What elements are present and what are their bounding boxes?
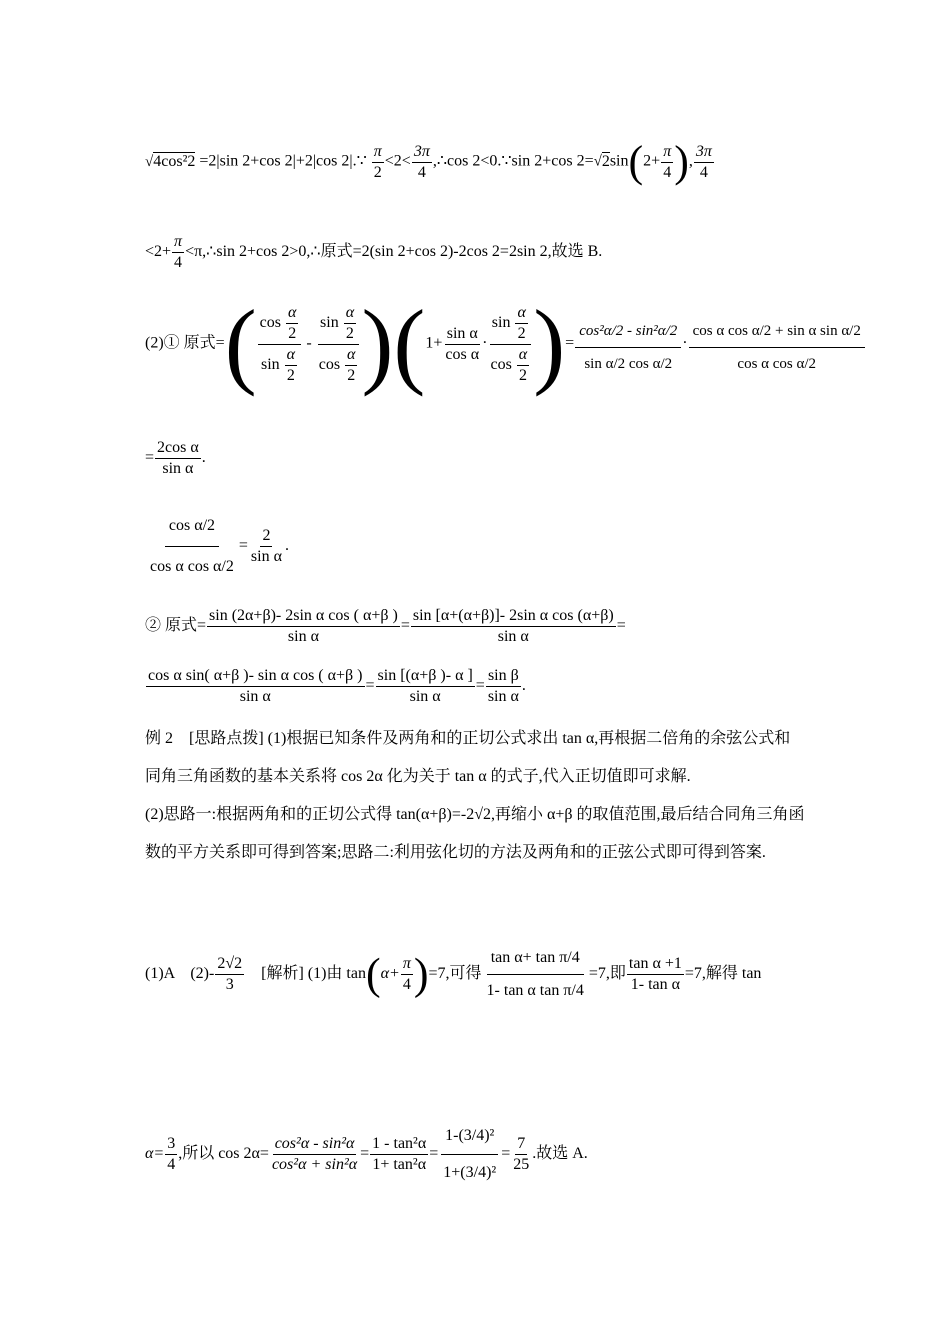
- fraction: sin $\frac{\alpha}{2}$ cos $\frac{\alpha}{2}$: [488, 303, 532, 386]
- text: =7,即: [588, 965, 626, 983]
- fraction: $\frac{\text{2cos α}}{\text{sin α}}$: [157, 439, 199, 477]
- text: ,所以 cos 2α=: [178, 1145, 269, 1163]
- text: α=: [145, 1145, 165, 1163]
- line-6: ② 原式= $\frac{\text{sin (2α+β)- 2sin α cos ( α+β )}}{\text{sin α}}$ = $\frac{\text{sin [α+(α+β)]- 2sin α cos (α+β)}}{\text{sin α}}$ =: [145, 607, 626, 645]
- paren-left: (: [628, 137, 644, 186]
- text: <2+: [145, 243, 172, 261]
- text: =7,解得 tan: [684, 965, 762, 983]
- fraction: $\frac{\text{1-(3/4)²}}{\text{1+(3/4)²}}$: [439, 1112, 500, 1197]
- fraction: $\frac{\pi}{2}$: [373, 142, 382, 181]
- line-5: $\frac{\text{cos α/2}}{\text{cos α cos α/2}}$ = $\frac{2}{\text{sin α}}$ .: [145, 506, 289, 587]
- text: sin: [609, 152, 629, 170]
- example-2-hint-1: 例 2 [思路点拨] (1)根据已知条件及两角和的正切公式求出 tan α,再根据二倍角的余弦公式和同角三角函数的基本关系将 cos 2α 化为关于 tan α 的式子,代入正切值即可求解.: [145, 730, 791, 785]
- fraction: $\frac{\text{1 - tan²α}}{\text{1+ tan²α}}$: [372, 1135, 427, 1173]
- fraction: $\frac{2}{\text{sin α}}$: [250, 527, 282, 565]
- fraction: $\frac{\text{cos α sin( α+β )- sin α cos ( α+β )}}{\text{sin α}}$: [148, 667, 363, 705]
- answer-line: [145, 936, 761, 1013]
- fraction: $\frac{\pi}{4}$: [663, 142, 672, 181]
- text: α+: [380, 965, 400, 983]
- fraction: sin $\frac{\alpha}{2}$ cos $\frac{\alpha}{2}$: [317, 303, 361, 386]
- paren-left: (: [224, 290, 257, 397]
- text: (2)① 原式=: [145, 334, 225, 352]
- fraction: $\frac{\text{tan α +1}}{\text{1- tan α}}$: [628, 955, 682, 993]
- paren-left: (: [393, 290, 426, 397]
- text: =7,可得: [428, 965, 482, 983]
- text: [解析] (1)由 tan: [245, 965, 366, 983]
- fraction: $\frac{\text{sin [α+(α+β)]- 2sin α cos (α+β)}}{\text{sin α}}$: [412, 607, 614, 645]
- sqrt-expr: √4cos²2: [145, 152, 196, 170]
- text: 2: [601, 152, 610, 170]
- fraction: $\frac{3}{4}$: [167, 1135, 176, 1173]
- num: cos $\frac{\alpha}{2}$: [258, 303, 302, 345]
- fraction: $\frac{2√2}{3}$: [217, 955, 243, 993]
- fraction: $\frac{\text{cos²α - sin²α}}{\text{cos²α + sin²α}}$: [271, 1135, 358, 1173]
- text: =2|sin 2+cos 2|+2|cos 2|.∵: [199, 152, 367, 170]
- text: 2+: [643, 152, 661, 170]
- example-2-hint-2: (2)思路一:根据两角和的正切公式得 tan(α+β)=-2√2,再缩小 α+β 的取值范围,最后结合同角三角函数的平方关系即可得到答案;思路二:利用弦化切的方法及两角和的正弦公式即可得到答案.: [145, 806, 805, 861]
- fraction: $\frac{\pi}{4}$: [402, 955, 411, 993]
- line-1: √4cos²2 =2|sin 2+cos 2|+2|cos 2|.∵ $\frac{\pi}{2}$ <2< $\frac{3\pi}{4}$ ,∴cos 2<0.∵sin 2+cos 2=√2sin(2+ $\frac{\pi}{4}$ ), $\frac{3\pi}{4}$: [145, 137, 712, 186]
- fraction: [258, 303, 302, 386]
- fraction: $\frac{\text{sin α}}{\text{cos α}}$: [445, 324, 480, 363]
- fraction: $\frac{\text{sin β}}{\text{sin α}}$: [487, 667, 519, 705]
- paren-right: ): [361, 290, 394, 397]
- fraction: $\frac{7}{25}$: [513, 1135, 530, 1173]
- line-7: $\frac{\text{cos α sin( α+β )- sin α cos ( α+β )}}{\text{sin α}}$ = $\frac{\sin [(\alpha+\beta )- \alpha ]}{\text{sin α}}$ = $\frac{\text{sin β}}{\text{sin α}}$ .: [148, 667, 526, 705]
- fraction: $\frac{\text{sin (2α+β)- 2sin α cos ( α+β )}}{\text{sin α}}$: [209, 607, 398, 645]
- line-4: = $\frac{\text{2cos α}}{\text{sin α}}$ .: [145, 439, 206, 477]
- paren-left: (: [365, 949, 381, 999]
- paren-right: ): [533, 290, 566, 397]
- fraction: $\frac{\text{cos²α/2 - sin²α/2}}{\text{sin α/2 cos α/2}}$: [575, 309, 681, 380]
- paren-right: ): [413, 949, 429, 999]
- sqrt-sign: √: [593, 153, 602, 170]
- fraction: $\frac{3\pi}{4}$: [695, 142, 712, 181]
- line-3: (2)① 原式=( cos $\frac{\alpha}{2}$ sin $\frac{\alpha}{2}$ - sin $\frac{\alpha}{2}$ cos $\frac{\alpha}{2}$ )(1+ $\frac{\text{sin α}}{\text{cos α}}$ · sin $\frac{\alpha}{2}$ cos $\frac{\alpha}{2}$ )= $\frac{\text{cos²α/2 - sin²α/2}}{\text{sin α/2 cos α/2}}$ · $\frac{\text{cos α cos α/2 + sin α sin α/2}}{\text{cos α cos α/2}}$: [145, 296, 866, 392]
- den: sin $\frac{\alpha}{2}$: [260, 345, 296, 384]
- text: ,∴cos 2<0.∵sin 2+cos 2=: [432, 152, 594, 170]
- text: ② 原式=: [145, 617, 207, 635]
- paren-right: ): [674, 137, 689, 186]
- text: <2<: [384, 152, 411, 170]
- fraction: $\frac{3\pi}{4}$: [413, 142, 430, 181]
- text: 1+: [425, 334, 443, 352]
- fraction: $\frac{\text{cos α/2}}{\text{cos α cos α/2}}$: [146, 506, 238, 587]
- line-2: [145, 232, 602, 273]
- final-line: α= $\frac{3}{4}$ ,所以 cos 2α= $\frac{\text{cos²α - sin²α}}{\text{cos²α + sin²α}}$ = $\frac{\text{1 - tan²α}}{\text{1+ tan²α}}$ = $\frac{\text{1-(3/4)²}}{\text{1+(3/4)²}}$ = $\frac{7}{25}$ .故选 A.: [145, 1112, 588, 1197]
- fraction: $\frac{\text{tan α+ tan π/4}}{\text{1- tan α tan π/4}}$: [483, 936, 588, 1013]
- fraction: $\frac{\text{cos α cos α/2 + sin α sin α/2}}{\text{cos α cos α/2}}$: [689, 309, 865, 380]
- fraction: $\frac{\sin [(\alpha+\beta )- \alpha ]}{\text{sin α}}$: [377, 667, 473, 705]
- fraction: $\frac{\pi}{4}$: [174, 233, 183, 271]
- text: <π,∴sin 2+cos 2>0,∴原式=2(sin 2+cos 2)-2cos 2=2sin 2,故选 B.: [185, 243, 603, 261]
- text: (1)A (2)-: [145, 965, 215, 983]
- text: .故选 A.: [532, 1145, 588, 1163]
